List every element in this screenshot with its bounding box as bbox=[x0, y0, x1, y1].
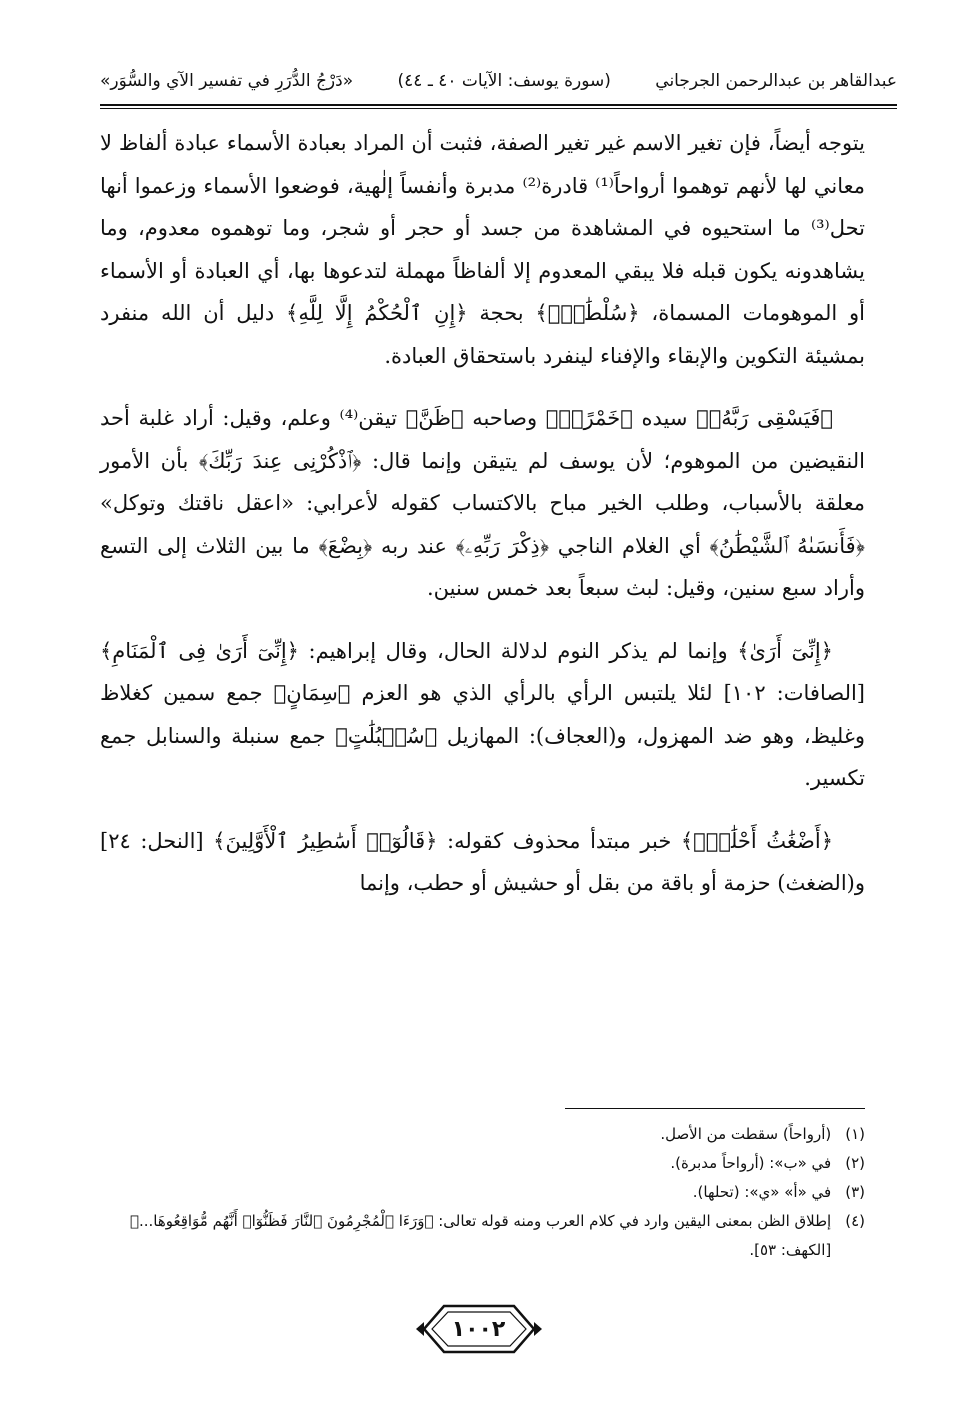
paragraph-3: ﴿إِنِّىٓ أَرَىٰ﴾ وإنما لم يذكر النوم لدلالة الحال، وقال إبراهيم: ﴿إِنِّىٓ أَرَىٰ فِى ٱلْمَنَامِ﴾ [الصافات: ١٠٢] لئلا يلتبس الرأي بالرأي الذي هو العزم ﴿سِمَانٍ﴾ جمع سمين كغلاظ وغليظ، وهو ضد المهزول، و(العجاف): المهازيل ﴿سُنۢبُلَٰتٍ﴾ جمع سنبلة والسنابل جمع تكسير. bbox=[100, 638, 865, 790]
header-rule bbox=[100, 104, 897, 106]
footnote-4 bbox=[100, 1207, 865, 1265]
footnote-2 bbox=[100, 1149, 865, 1178]
footnote-number: (٤) bbox=[845, 1212, 865, 1230]
footnote-divider bbox=[565, 1108, 865, 1109]
footnote-number: (٢) bbox=[845, 1154, 865, 1172]
header-book-title: «دَرْجُ الدُّرَرِ في تفسير الآي والسُّوَر» bbox=[100, 71, 354, 91]
footnote-number: (١) bbox=[845, 1125, 865, 1143]
page-header bbox=[100, 60, 897, 102]
footnote-text: (أرواحاً) سقطت من الأصل. bbox=[660, 1125, 832, 1143]
paragraph-2: ﴿فَيَسْقِى رَبَّهُۥ﴾ سيده ﴿خَمْرًاۖ﴾ وصاحبه ﴿ظَنَّ﴾ تيقن⁽⁴⁾ وعلم، وقيل: أراد غلبة أحد النقيضين من الموهوم؛ لأن يوسف لم يتيقن وإنما قال: ﴿ٱذْكُرْنِى عِندَ رَبِّكَ﴾ بأن الأمور معلقة بالأسباب، وطلب الخير مباح بالاكتساب كقوله لأعرابي: «اعقل ناقتك وتوكل» ﴿فَأَنسَىٰهُ ٱلشَّيْطَٰنُ﴾ أي الغلام الناجي ﴿ذِكْرَ رَبِّهِۦ﴾ عند ربه ﴿بِضْعَ﴾ ما بين الثلاث إلى التسع وأراد سبع سنين، وقيل: لبث سبعاً بعد خمس سنين. bbox=[100, 406, 865, 600]
footnote-1 bbox=[100, 1120, 865, 1149]
page-number: ١٠٠٢ bbox=[451, 1316, 506, 1342]
header-author: عبدالقاهر بن عبدالرحمن الجرجاني bbox=[655, 71, 897, 91]
footnote-text: في «أ» «ي»: (تحلها). bbox=[692, 1183, 832, 1201]
header-rule-thin bbox=[100, 108, 897, 109]
footnote-number: (٣) bbox=[845, 1183, 865, 1201]
paragraph-1: يتوجه أيضاً، فإن تغير الاسم غير تغير الصفة، فثبت أن المراد بعبادة الأسماء عبادة ألفاظ لا معاني لها لأنهم توهموا أرواحاً⁽¹⁾ قادرة⁽²⁾ مدبرة وأنفساً إلٰهية، فوضعوا الأسماء وزعموا أنها تحل⁽³⁾ ما استحيوه في المشاهدة من جسد أو حجر أو شجر، وما توهموه معدوم، وما يشاهدونه يكون قبله فلا يبقي المعدوم إلا ألفاظاً مهملة لتدعوها بها، أي العبادة أو الأسماء أو الموهومات المسماة، ﴿سُلْطَٰنٍۚ﴾ بحجة ﴿إِنِ ٱلْحُكْمُ إِلَّا لِلَّهِ﴾ دليل أن الله منفرد بمشيئة التكوين والإبقاء والإفناء لينفرد باستحقاق العبادة. bbox=[100, 131, 865, 368]
paragraph-4: ﴿أَضْغَٰثُ أَحْلَٰمٍۖ﴾ خبر مبتدأ محذوف كقوله: ﴿قَالُوٓا۟ أَسَٰطِيرُ ٱلْأَوَّلِينَ﴾ [النحل: ٢٤] و(الضغث) حزمة أو باقة من بقل أو حشيش أو حطب، وإنما bbox=[100, 828, 865, 895]
main-text bbox=[100, 122, 865, 925]
header-surah: (سورة يوسف: الآيات ٤٠ ـ ٤٤) bbox=[397, 71, 611, 91]
page-number-ornament bbox=[414, 1300, 544, 1358]
footnote-3 bbox=[100, 1178, 865, 1207]
footnote-text: إطلاق الظن بمعنى اليقين وارد في كلام العرب ومنه قوله تعالى: ﴿وَرَءَا ٱلْمُجْرِمُونَ ٱلنَّارَ فَظَنُّوٓا۟ أَنَّهُم مُّوَاقِعُوهَا...﴾ [الكهف: ٥٣]. bbox=[129, 1212, 832, 1259]
footnote-text: في «ب»: (أرواحاً مدبرة). bbox=[670, 1154, 832, 1172]
footnotes bbox=[100, 1120, 865, 1265]
